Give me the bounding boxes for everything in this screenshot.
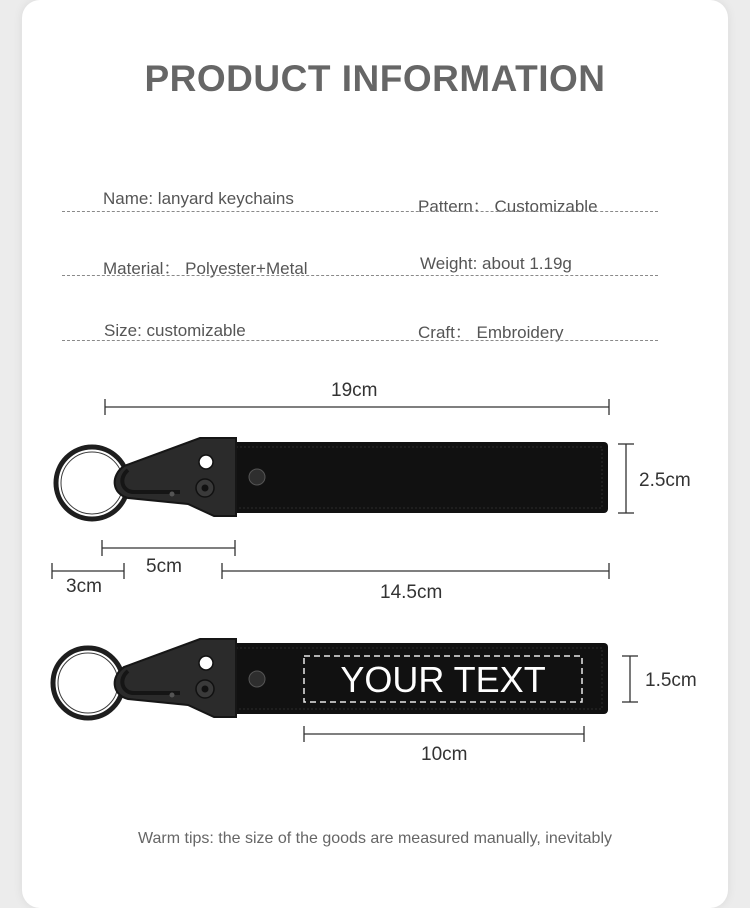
page-title: PRODUCT INFORMATION [144,58,606,99]
keychain-product-plain [56,438,608,519]
label-hook-length: 5cm [146,556,182,577]
spec-craft: Craft： Embroidery [418,323,564,342]
rivet-icon [249,671,265,687]
split-ring-icon [53,648,123,718]
spec-material: Material： Polyester+Metal [103,259,308,278]
keychain-product-custom [53,639,608,718]
custom-text: YOUR TEXT [340,659,546,700]
spec-size: Size: customizable [104,321,246,340]
warm-tips: Warm tips: the size of the goods are measured manually, inevitably [138,830,612,847]
dimension-text-width [304,726,584,742]
label-ring-diameter: 3cm [66,576,102,597]
spec-name: Name: lanyard keychains [103,189,294,208]
strap-plain [222,442,608,513]
carabiner-hook-icon [115,438,236,516]
label-text-height: 1.5cm [645,670,697,691]
label-strap-width: 2.5cm [639,470,691,491]
label-text-width: 10cm [421,744,468,765]
dimension-strap-length [222,563,609,579]
label-total-length: 19cm [331,380,378,401]
label-strap-length: 14.5cm [380,582,443,603]
carabiner-hook-icon [115,639,236,717]
dimension-hook-length [102,540,235,556]
spec-weight: Weight: about 1.19g [420,254,572,273]
spec-pattern: Pattern： Customizable [418,197,598,216]
dimension-strap-width [618,444,634,513]
dimension-text-height [622,656,638,702]
rivet-icon [249,469,265,485]
